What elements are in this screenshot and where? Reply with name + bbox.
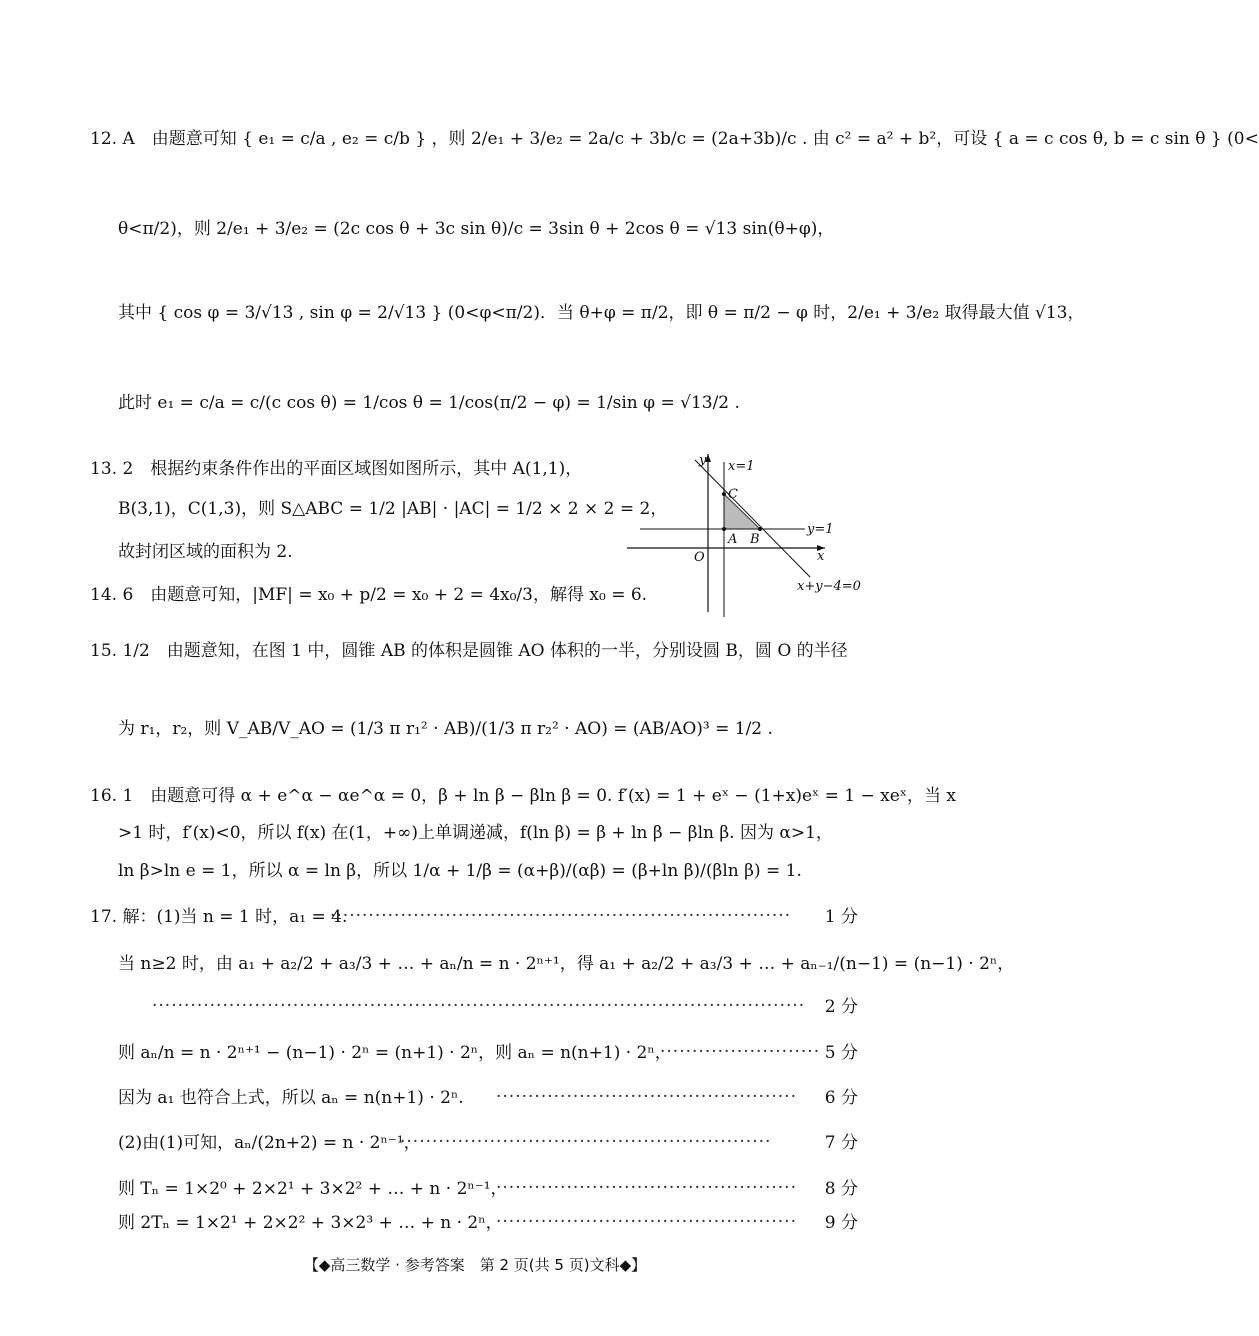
p15-line-2: 为 r₁，r₂，则 V_AB/V_AO = (1/3 π r₁² · AB)/(1/3 π r₂² · AO) = (AB/AO)³ = 1/2 . [118, 719, 773, 739]
p13-line-1: 13. 2 根据约束条件作出的平面区域图如图所示，其中 A(1,1)， [90, 459, 583, 479]
p17-step-6: 则 Tₙ = 1×2⁰ + 2×2¹ + 3×2² + … + n · 2ⁿ⁻¹， [118, 1179, 508, 1199]
score-9: 9 分 [824, 1213, 858, 1233]
p16-line-3: ln β>ln e = 1，所以 α = ln β，所以 1/α + 1/β = (α+β)/(αβ) = (β+ln β)/(βln β) = 1. [118, 861, 802, 881]
p17-step-2: 当 n≥2 时，由 a₁ + a₂/2 + a₃/3 + … + aₙ/n = n · 2ⁿ⁺¹，得 a₁ + a₂/2 + a₃/3 + … + aₙ₋₁/(n−1) = (n−1) · 2ⁿ， [118, 954, 1015, 974]
region-figure [625, 452, 865, 622]
p12-line-4: 此时 e₁ = c/a = c/(c cos θ) = 1/cos θ = 1/cos(π/2 − φ) = 1/sin φ = √13/2 . [118, 393, 740, 413]
score-8: 8 分 [824, 1179, 858, 1199]
score-5: 5 分 [824, 1043, 858, 1063]
line-xy4 [695, 460, 810, 577]
label-C: C [728, 487, 738, 502]
p15-line-1: 15. 1/2 由题意知，在图 1 中，圆锥 AB 的体积是圆锥 AO 体积的一半，分别设圆 B，圆 O 的半径 [90, 641, 848, 661]
p17-step-5: (2)由(1)可知，aₙ/(2n+2) = n · 2ⁿ⁻¹， [118, 1133, 421, 1153]
p16-line-2: >1 时，f′(x)<0，所以 f(x) 在(1，+∞)上单调递减，f(ln β) = β + ln β − βln β. 因为 α>1， [118, 823, 833, 843]
p16-line-1: 16. 1 由题意可得 α + e^α − αe^α = 0，β + ln β − βln β = 0. f′(x) = 1 + eˣ − (1+x)eˣ = 1 − xeˣ，当 x [90, 786, 957, 806]
label-y: y [699, 453, 707, 468]
label-A: A [728, 532, 738, 547]
p13-line-2: B(3,1)，C(1,3)，则 S△ABC = 1/2 |AB| · |AC| = 1/2 × 2 × 2 = 2， [118, 499, 668, 519]
p17-step-4: 因为 a₁ 也符合上式，所以 aₙ = n(n+1) · 2ⁿ. [118, 1088, 464, 1108]
label-O: O [694, 550, 705, 565]
p14-line: 14. 6 由题意可知，|MF| = x₀ + p/2 = x₀ + 2 = 4x₀/3，解得 x₀ = 6. [90, 585, 648, 605]
label-x: x [817, 549, 825, 564]
label-line: x+y−4=0 [797, 579, 861, 594]
p17-step-7: 则 2Tₙ = 1×2¹ + 2×2² + 3×2³ + … + n · 2ⁿ， [118, 1213, 503, 1233]
page-footer: 【◆高三数学 · 参考答案 第 2 页(共 5 页)文科◆】 [303, 1256, 647, 1274]
score-6: 6 分 [824, 1088, 858, 1108]
p12-line-2: θ<π/2)，则 2/e₁ + 3/e₂ = (2c cos θ + 3c sin θ)/c = 3sin θ + 2cos θ = √13 sin(θ+φ)， [118, 219, 835, 239]
p13-line-3: 故封闭区域的面积为 2. [118, 542, 293, 562]
label-x-eq-1: x=1 [728, 459, 755, 474]
score-2: 2 分 [824, 997, 858, 1017]
label-B: B [750, 532, 760, 547]
p12-line-3: 其中 { cos φ = 3/√13 , sin φ = 2/√13 } (0<φ<π/2)．当 θ+φ = π/2，即 θ = π/2 − φ 时，2/e₁ + 3/e₂ 取得最大值 √13， [118, 303, 1085, 323]
p12-line-1: 12. A 由题意可知 { e₁ = c/a , e₂ = c/b } ，则 2/e₁ + 3/e₂ = 2a/c + 3b/c = (2a+3b)/c . 由 c² = a² + b²，可设 { a = c cos θ, b = c sin θ } (0< [90, 129, 1259, 149]
p17-step-3: 则 aₙ/n = n · 2ⁿ⁺¹ − (n−1) · 2ⁿ = (n+1) · 2ⁿ，则 aₙ = n(n+1) · 2ⁿ， [118, 1043, 672, 1063]
score-7: 7 分 [824, 1133, 858, 1153]
score-1: 1 分 [824, 907, 858, 927]
p17-step-1: 17. 解：(1)当 n = 1 时，a₁ = 4. [90, 907, 348, 927]
label-y-eq-1: y=1 [807, 522, 834, 537]
